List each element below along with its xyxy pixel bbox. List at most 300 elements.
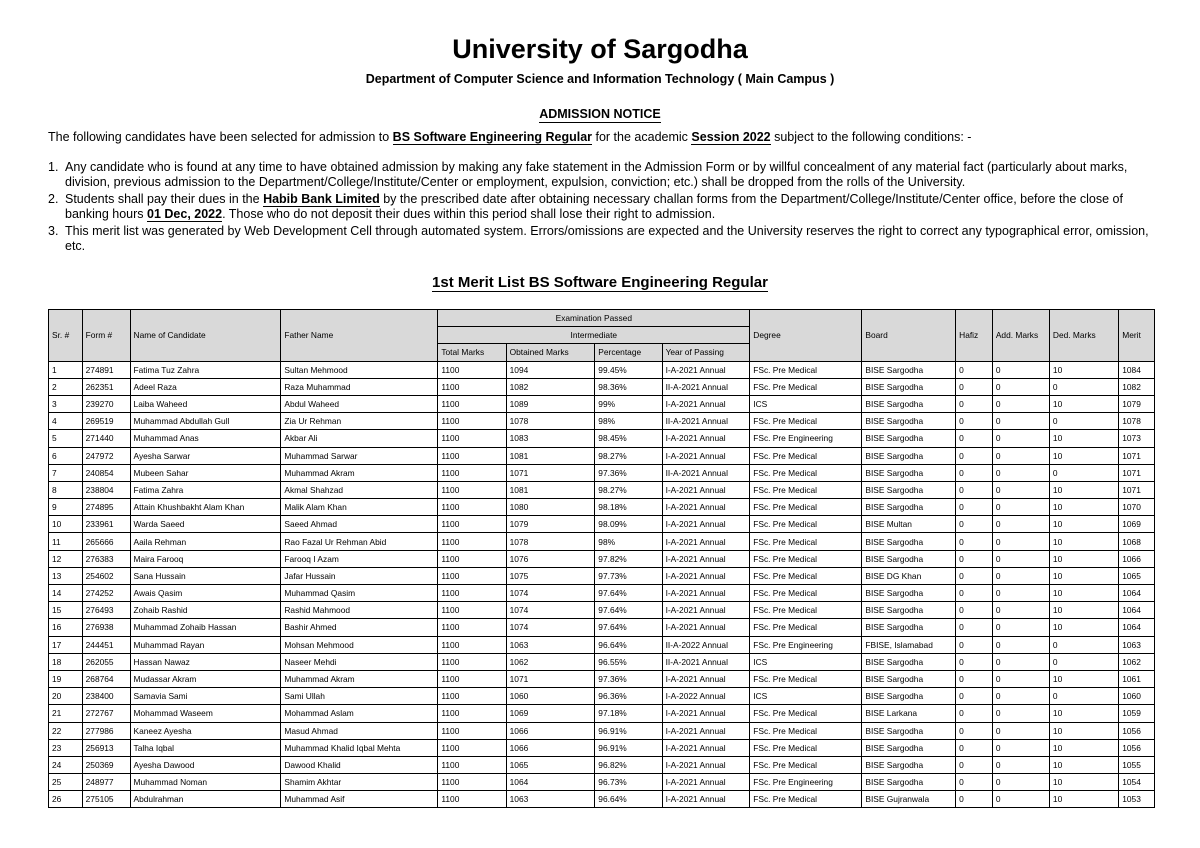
hafiz-cell: 0 [956, 447, 993, 464]
year-cell: I-A-2021 Annual [662, 774, 750, 791]
board-cell: BISE Sargodha [862, 481, 956, 498]
year-cell: I-A-2021 Annual [662, 722, 750, 739]
hafiz-cell: 0 [956, 670, 993, 687]
degree-cell: FSc. Pre Medical [750, 567, 862, 584]
merit-cell: 1064 [1119, 619, 1155, 636]
ded-marks-cell: 0 [1049, 653, 1118, 670]
merit-cell: 1073 [1119, 430, 1155, 447]
form-cell: 240854 [82, 464, 130, 481]
board-cell: BISE Sargodha [862, 361, 956, 378]
ded-marks-cell: 10 [1049, 430, 1118, 447]
form-cell: 233961 [82, 516, 130, 533]
form-cell: 269519 [82, 413, 130, 430]
add-marks-cell: 0 [992, 774, 1049, 791]
add-marks-cell: 0 [992, 361, 1049, 378]
father-cell: Farooq I Azam [281, 550, 438, 567]
father-cell: Masud Ahmad [281, 722, 438, 739]
name-cell: Ayesha Dawood [130, 756, 281, 773]
form-cell: 265666 [82, 533, 130, 550]
total-marks-cell: 1100 [438, 619, 506, 636]
year-cell: I-A-2021 Annual [662, 533, 750, 550]
conditions-list [48, 160, 1168, 256]
year-cell: I-A-2021 Annual [662, 481, 750, 498]
form-cell: 262055 [82, 653, 130, 670]
degree-cell: FSc. Pre Engineering [750, 430, 862, 447]
hafiz-cell: 0 [956, 653, 993, 670]
merit-cell: 1064 [1119, 585, 1155, 602]
merit-cell: 1070 [1119, 499, 1155, 516]
total-marks-cell: 1100 [438, 722, 506, 739]
total-marks-cell: 1100 [438, 774, 506, 791]
table-row [49, 395, 1155, 412]
total-marks-cell: 1100 [438, 430, 506, 447]
department-subtitle: Department of Computer Science and Information Technology ( Main Campus ) [365, 72, 835, 86]
obtained-marks-cell: 1063 [506, 636, 595, 653]
condition-text-post: . Those who do not deposit their dues within this period shall lose their right to admission. [222, 207, 716, 221]
percentage-cell: 98% [595, 413, 662, 430]
form-cell: 247972 [82, 447, 130, 464]
year-cell: II-A-2022 Annual [662, 636, 750, 653]
add-marks-cell: 0 [992, 481, 1049, 498]
merit-cell: 1082 [1119, 378, 1155, 395]
year-cell: I-A-2021 Annual [662, 499, 750, 516]
degree-cell: FSc. Pre Medical [750, 550, 862, 567]
degree-cell: FSc. Pre Medical [750, 447, 862, 464]
board-cell: BISE Sargodha [862, 585, 956, 602]
sr-cell: 2 [49, 378, 83, 395]
total-marks-cell: 1100 [438, 499, 506, 516]
header-add-marks: Add. Marks [992, 310, 1049, 362]
add-marks-cell: 0 [992, 688, 1049, 705]
obtained-marks-cell: 1074 [506, 585, 595, 602]
father-cell: Saeed Ahmad [281, 516, 438, 533]
merit-cell: 1065 [1119, 567, 1155, 584]
name-cell: Muhammad Noman [130, 774, 281, 791]
header-ded-marks: Ded. Marks [1049, 310, 1118, 362]
intro-text-3: subject to the following conditions: - [774, 130, 972, 144]
hafiz-cell: 0 [956, 499, 993, 516]
board-cell: BISE Sargodha [862, 533, 956, 550]
degree-cell: FSc. Pre Medical [750, 619, 862, 636]
ded-marks-cell: 0 [1049, 636, 1118, 653]
add-marks-cell: 0 [992, 413, 1049, 430]
sr-cell: 8 [49, 481, 83, 498]
program-name: BS Software Engineering Regular [392, 130, 593, 144]
hafiz-cell: 0 [956, 516, 993, 533]
degree-cell: FSc. Pre Engineering [750, 636, 862, 653]
merit-cell: 1071 [1119, 447, 1155, 464]
board-cell: BISE Sargodha [862, 688, 956, 705]
father-cell: Malik Alam Khan [281, 499, 438, 516]
year-cell: II-A-2021 Annual [662, 653, 750, 670]
ded-marks-cell: 10 [1049, 739, 1118, 756]
percentage-cell: 96.91% [595, 722, 662, 739]
form-cell: 256913 [82, 739, 130, 756]
father-cell: Rashid Mahmood [281, 602, 438, 619]
name-cell: Muhammad Anas [130, 430, 281, 447]
total-marks-cell: 1100 [438, 413, 506, 430]
sr-cell: 26 [49, 791, 83, 808]
percentage-cell: 97.73% [595, 567, 662, 584]
university-title: University of Sargodha [452, 34, 748, 64]
board-cell: BISE Sargodha [862, 464, 956, 481]
name-cell: Hassan Nawaz [130, 653, 281, 670]
add-marks-cell: 0 [992, 499, 1049, 516]
notice-heading-text: ADMISSION NOTICE [539, 107, 661, 121]
table-row [49, 756, 1155, 773]
percentage-cell: 96.73% [595, 774, 662, 791]
name-cell: Adeel Raza [130, 378, 281, 395]
merit-cell: 1056 [1119, 722, 1155, 739]
merit-cell: 1054 [1119, 774, 1155, 791]
obtained-marks-cell: 1062 [506, 653, 595, 670]
obtained-marks-cell: 1066 [506, 722, 595, 739]
bank-name: Habib Bank Limited [263, 192, 380, 206]
obtained-marks-cell: 1074 [506, 619, 595, 636]
degree-cell: FSc. Pre Medical [750, 533, 862, 550]
hafiz-cell: 0 [956, 533, 993, 550]
total-marks-cell: 1100 [438, 550, 506, 567]
obtained-marks-cell: 1080 [506, 499, 595, 516]
table-row [49, 464, 1155, 481]
hafiz-cell: 0 [956, 722, 993, 739]
name-cell: Fatima Tuz Zahra [130, 361, 281, 378]
obtained-marks-cell: 1060 [506, 688, 595, 705]
form-cell: 262351 [82, 378, 130, 395]
board-cell: BISE Larkana [862, 705, 956, 722]
form-cell: 274252 [82, 585, 130, 602]
condition-text: This merit list was generated by Web Development Cell through automated system. Errors/omissions are expected and the University reserves the right to correct any typographical error, omission, etc. [65, 224, 1149, 253]
form-cell: 239270 [82, 395, 130, 412]
add-marks-cell: 0 [992, 447, 1049, 464]
merit-cell: 1068 [1119, 533, 1155, 550]
percentage-cell: 97.64% [595, 585, 662, 602]
notice-heading [0, 107, 1200, 121]
hafiz-cell: 0 [956, 361, 993, 378]
table-row [49, 688, 1155, 705]
total-marks-cell: 1100 [438, 791, 506, 808]
father-cell: Muhammad Akram [281, 464, 438, 481]
name-cell: Warda Saeed [130, 516, 281, 533]
board-cell: BISE DG Khan [862, 567, 956, 584]
table-row [49, 430, 1155, 447]
hafiz-cell: 0 [956, 378, 993, 395]
degree-cell: FSc. Pre Medical [750, 499, 862, 516]
form-cell: 250369 [82, 756, 130, 773]
table-row [49, 774, 1155, 791]
ded-marks-cell: 10 [1049, 774, 1118, 791]
degree-cell: FSc. Pre Medical [750, 739, 862, 756]
father-cell: Muhammad Akram [281, 670, 438, 687]
header-exam-passed: Examination Passed [438, 310, 750, 327]
hafiz-cell: 0 [956, 430, 993, 447]
name-cell: Mubeen Sahar [130, 464, 281, 481]
ded-marks-cell: 10 [1049, 550, 1118, 567]
hafiz-cell: 0 [956, 567, 993, 584]
degree-cell: FSc. Pre Engineering [750, 774, 862, 791]
degree-cell: FSc. Pre Medical [750, 791, 862, 808]
board-cell: BISE Sargodha [862, 550, 956, 567]
table-row [49, 670, 1155, 687]
form-cell: 268764 [82, 670, 130, 687]
year-cell: I-A-2021 Annual [662, 430, 750, 447]
header-sr: Sr. # [49, 310, 83, 362]
board-cell: BISE Sargodha [862, 653, 956, 670]
hafiz-cell: 0 [956, 464, 993, 481]
header-intermediate: Intermediate [438, 327, 750, 344]
father-cell: Naseer Mehdi [281, 653, 438, 670]
total-marks-cell: 1100 [438, 756, 506, 773]
board-cell: BISE Multan [862, 516, 956, 533]
intro-text-2: for the academic [595, 130, 688, 144]
name-cell: Muhammad Rayan [130, 636, 281, 653]
hafiz-cell: 0 [956, 705, 993, 722]
percentage-cell: 96.82% [595, 756, 662, 773]
obtained-marks-cell: 1081 [506, 481, 595, 498]
name-cell: Muhammad Zohaib Hassan [130, 619, 281, 636]
name-cell: Talha Iqbal [130, 739, 281, 756]
percentage-cell: 96.64% [595, 636, 662, 653]
percentage-cell: 98.09% [595, 516, 662, 533]
board-cell: BISE Sargodha [862, 413, 956, 430]
obtained-marks-cell: 1065 [506, 756, 595, 773]
total-marks-cell: 1100 [438, 585, 506, 602]
name-cell: Mudassar Akram [130, 670, 281, 687]
form-cell: 271440 [82, 430, 130, 447]
sr-cell: 13 [49, 567, 83, 584]
sr-cell: 21 [49, 705, 83, 722]
header-board: Board [862, 310, 956, 362]
year-cell: I-A-2021 Annual [662, 567, 750, 584]
header-name: Name of Candidate [130, 310, 281, 362]
merit-cell: 1060 [1119, 688, 1155, 705]
obtained-marks-cell: 1076 [506, 550, 595, 567]
sr-cell: 22 [49, 722, 83, 739]
sr-cell: 5 [49, 430, 83, 447]
father-cell: Jafar Hussain [281, 567, 438, 584]
header-obtained-marks: Obtained Marks [506, 344, 595, 361]
percentage-cell: 97.64% [595, 602, 662, 619]
father-cell: Abdul Waheed [281, 395, 438, 412]
degree-cell: FSc. Pre Medical [750, 602, 862, 619]
year-cell: I-A-2022 Annual [662, 688, 750, 705]
percentage-cell: 97.82% [595, 550, 662, 567]
percentage-cell: 98% [595, 533, 662, 550]
hafiz-cell: 0 [956, 688, 993, 705]
father-cell: Rao Fazal Ur Rehman Abid [281, 533, 438, 550]
year-cell: II-A-2021 Annual [662, 464, 750, 481]
hafiz-cell: 0 [956, 413, 993, 430]
degree-cell: FSc. Pre Medical [750, 464, 862, 481]
percentage-cell: 96.91% [595, 739, 662, 756]
degree-cell: FSc. Pre Medical [750, 756, 862, 773]
father-cell: Muhammad Khalid Iqbal Mehta [281, 739, 438, 756]
name-cell: Attain Khushbakht Alam Khan [130, 499, 281, 516]
board-cell: BISE Sargodha [862, 395, 956, 412]
ded-marks-cell: 10 [1049, 481, 1118, 498]
year-cell: I-A-2021 Annual [662, 705, 750, 722]
obtained-marks-cell: 1082 [506, 378, 595, 395]
name-cell: Laiba Waheed [130, 395, 281, 412]
table-row [49, 602, 1155, 619]
father-cell: Shamim Akhtar [281, 774, 438, 791]
name-cell: Maira Farooq [130, 550, 281, 567]
total-marks-cell: 1100 [438, 481, 506, 498]
intro-paragraph [48, 130, 1168, 144]
table-row [49, 722, 1155, 739]
add-marks-cell: 0 [992, 705, 1049, 722]
form-cell: 276383 [82, 550, 130, 567]
board-cell: BISE Sargodha [862, 378, 956, 395]
degree-cell: FSc. Pre Medical [750, 585, 862, 602]
sr-cell: 17 [49, 636, 83, 653]
degree-cell: FSc. Pre Medical [750, 361, 862, 378]
header-row [49, 310, 1155, 327]
obtained-marks-cell: 1081 [506, 447, 595, 464]
percentage-cell: 97.18% [595, 705, 662, 722]
form-cell: 275105 [82, 791, 130, 808]
merit-cell: 1066 [1119, 550, 1155, 567]
hafiz-cell: 0 [956, 619, 993, 636]
merit-cell: 1056 [1119, 739, 1155, 756]
table-row [49, 533, 1155, 550]
name-cell: Zohaib Rashid [130, 602, 281, 619]
total-marks-cell: 1100 [438, 739, 506, 756]
father-cell: Akbar Ali [281, 430, 438, 447]
board-cell: BISE Sargodha [862, 619, 956, 636]
obtained-marks-cell: 1075 [506, 567, 595, 584]
header-percentage: Percentage [595, 344, 662, 361]
obtained-marks-cell: 1078 [506, 413, 595, 430]
merit-cell: 1071 [1119, 481, 1155, 498]
name-cell: Aaila Rehman [130, 533, 281, 550]
sr-cell: 4 [49, 413, 83, 430]
name-cell: Fatima Zahra [130, 481, 281, 498]
merit-cell: 1061 [1119, 670, 1155, 687]
merit-cell: 1053 [1119, 791, 1155, 808]
board-cell: BISE Sargodha [862, 722, 956, 739]
table-row [49, 550, 1155, 567]
year-cell: I-A-2021 Annual [662, 670, 750, 687]
merit-cell: 1063 [1119, 636, 1155, 653]
condition-number: 2. [48, 192, 59, 206]
merit-cell: 1071 [1119, 464, 1155, 481]
merit-cell: 1062 [1119, 653, 1155, 670]
name-cell: Kaneez Ayesha [130, 722, 281, 739]
degree-cell: ICS [750, 395, 862, 412]
percentage-cell: 99% [595, 395, 662, 412]
obtained-marks-cell: 1083 [506, 430, 595, 447]
sr-cell: 16 [49, 619, 83, 636]
table-row [49, 499, 1155, 516]
hafiz-cell: 0 [956, 774, 993, 791]
add-marks-cell: 0 [992, 756, 1049, 773]
sr-cell: 19 [49, 670, 83, 687]
obtained-marks-cell: 1094 [506, 361, 595, 378]
obtained-marks-cell: 1069 [506, 705, 595, 722]
table-row [49, 705, 1155, 722]
percentage-cell: 96.55% [595, 653, 662, 670]
condition-number: 3. [48, 224, 59, 238]
percentage-cell: 97.36% [595, 670, 662, 687]
name-cell: Awais Qasim [130, 585, 281, 602]
sr-cell: 24 [49, 756, 83, 773]
ded-marks-cell: 0 [1049, 688, 1118, 705]
ded-marks-cell: 10 [1049, 533, 1118, 550]
form-cell: 276938 [82, 619, 130, 636]
year-cell: I-A-2021 Annual [662, 791, 750, 808]
degree-cell: ICS [750, 653, 862, 670]
percentage-cell: 96.64% [595, 791, 662, 808]
total-marks-cell: 1100 [438, 602, 506, 619]
degree-cell: FSc. Pre Medical [750, 378, 862, 395]
form-cell: 274891 [82, 361, 130, 378]
father-cell: Muhammad Asif [281, 791, 438, 808]
header-degree: Degree [750, 310, 862, 362]
ded-marks-cell: 10 [1049, 791, 1118, 808]
percentage-cell: 98.45% [595, 430, 662, 447]
board-cell: BISE Sargodha [862, 602, 956, 619]
form-cell: 277986 [82, 722, 130, 739]
year-cell: I-A-2021 Annual [662, 395, 750, 412]
add-marks-cell: 0 [992, 567, 1049, 584]
hafiz-cell: 0 [956, 481, 993, 498]
form-cell: 272767 [82, 705, 130, 722]
add-marks-cell: 0 [992, 722, 1049, 739]
year-cell: I-A-2021 Annual [662, 361, 750, 378]
total-marks-cell: 1100 [438, 533, 506, 550]
name-cell: Mohammad Waseem [130, 705, 281, 722]
table-row [49, 361, 1155, 378]
merit-cell: 1055 [1119, 756, 1155, 773]
ded-marks-cell: 10 [1049, 705, 1118, 722]
table-row [49, 516, 1155, 533]
father-cell: Raza Muhammad [281, 378, 438, 395]
table-row [49, 739, 1155, 756]
total-marks-cell: 1100 [438, 653, 506, 670]
add-marks-cell: 0 [992, 516, 1049, 533]
hafiz-cell: 0 [956, 756, 993, 773]
degree-cell: FSc. Pre Medical [750, 516, 862, 533]
condition-text-pre: Students shall pay their dues in the [65, 192, 260, 206]
ded-marks-cell: 10 [1049, 567, 1118, 584]
ded-marks-cell: 10 [1049, 722, 1118, 739]
degree-cell: FSc. Pre Medical [750, 722, 862, 739]
sr-cell: 20 [49, 688, 83, 705]
form-cell: 276493 [82, 602, 130, 619]
father-cell: Mohammad Aslam [281, 705, 438, 722]
add-marks-cell: 0 [992, 550, 1049, 567]
ded-marks-cell: 10 [1049, 516, 1118, 533]
table-row [49, 481, 1155, 498]
hafiz-cell: 0 [956, 550, 993, 567]
father-cell: Muhammad Sarwar [281, 447, 438, 464]
father-cell: Zia Ur Rehman [281, 413, 438, 430]
form-cell: 274895 [82, 499, 130, 516]
ded-marks-cell: 10 [1049, 361, 1118, 378]
header-hafiz: Hafiz [956, 310, 993, 362]
table-row [49, 378, 1155, 395]
board-cell: BISE Sargodha [862, 430, 956, 447]
father-cell: Mohsan Mehmood [281, 636, 438, 653]
ded-marks-cell: 10 [1049, 585, 1118, 602]
table-row [49, 653, 1155, 670]
form-cell: 254602 [82, 567, 130, 584]
obtained-marks-cell: 1089 [506, 395, 595, 412]
obtained-marks-cell: 1064 [506, 774, 595, 791]
name-cell: Sana Hussain [130, 567, 281, 584]
name-cell: Muhammad Abdullah Gull [130, 413, 281, 430]
